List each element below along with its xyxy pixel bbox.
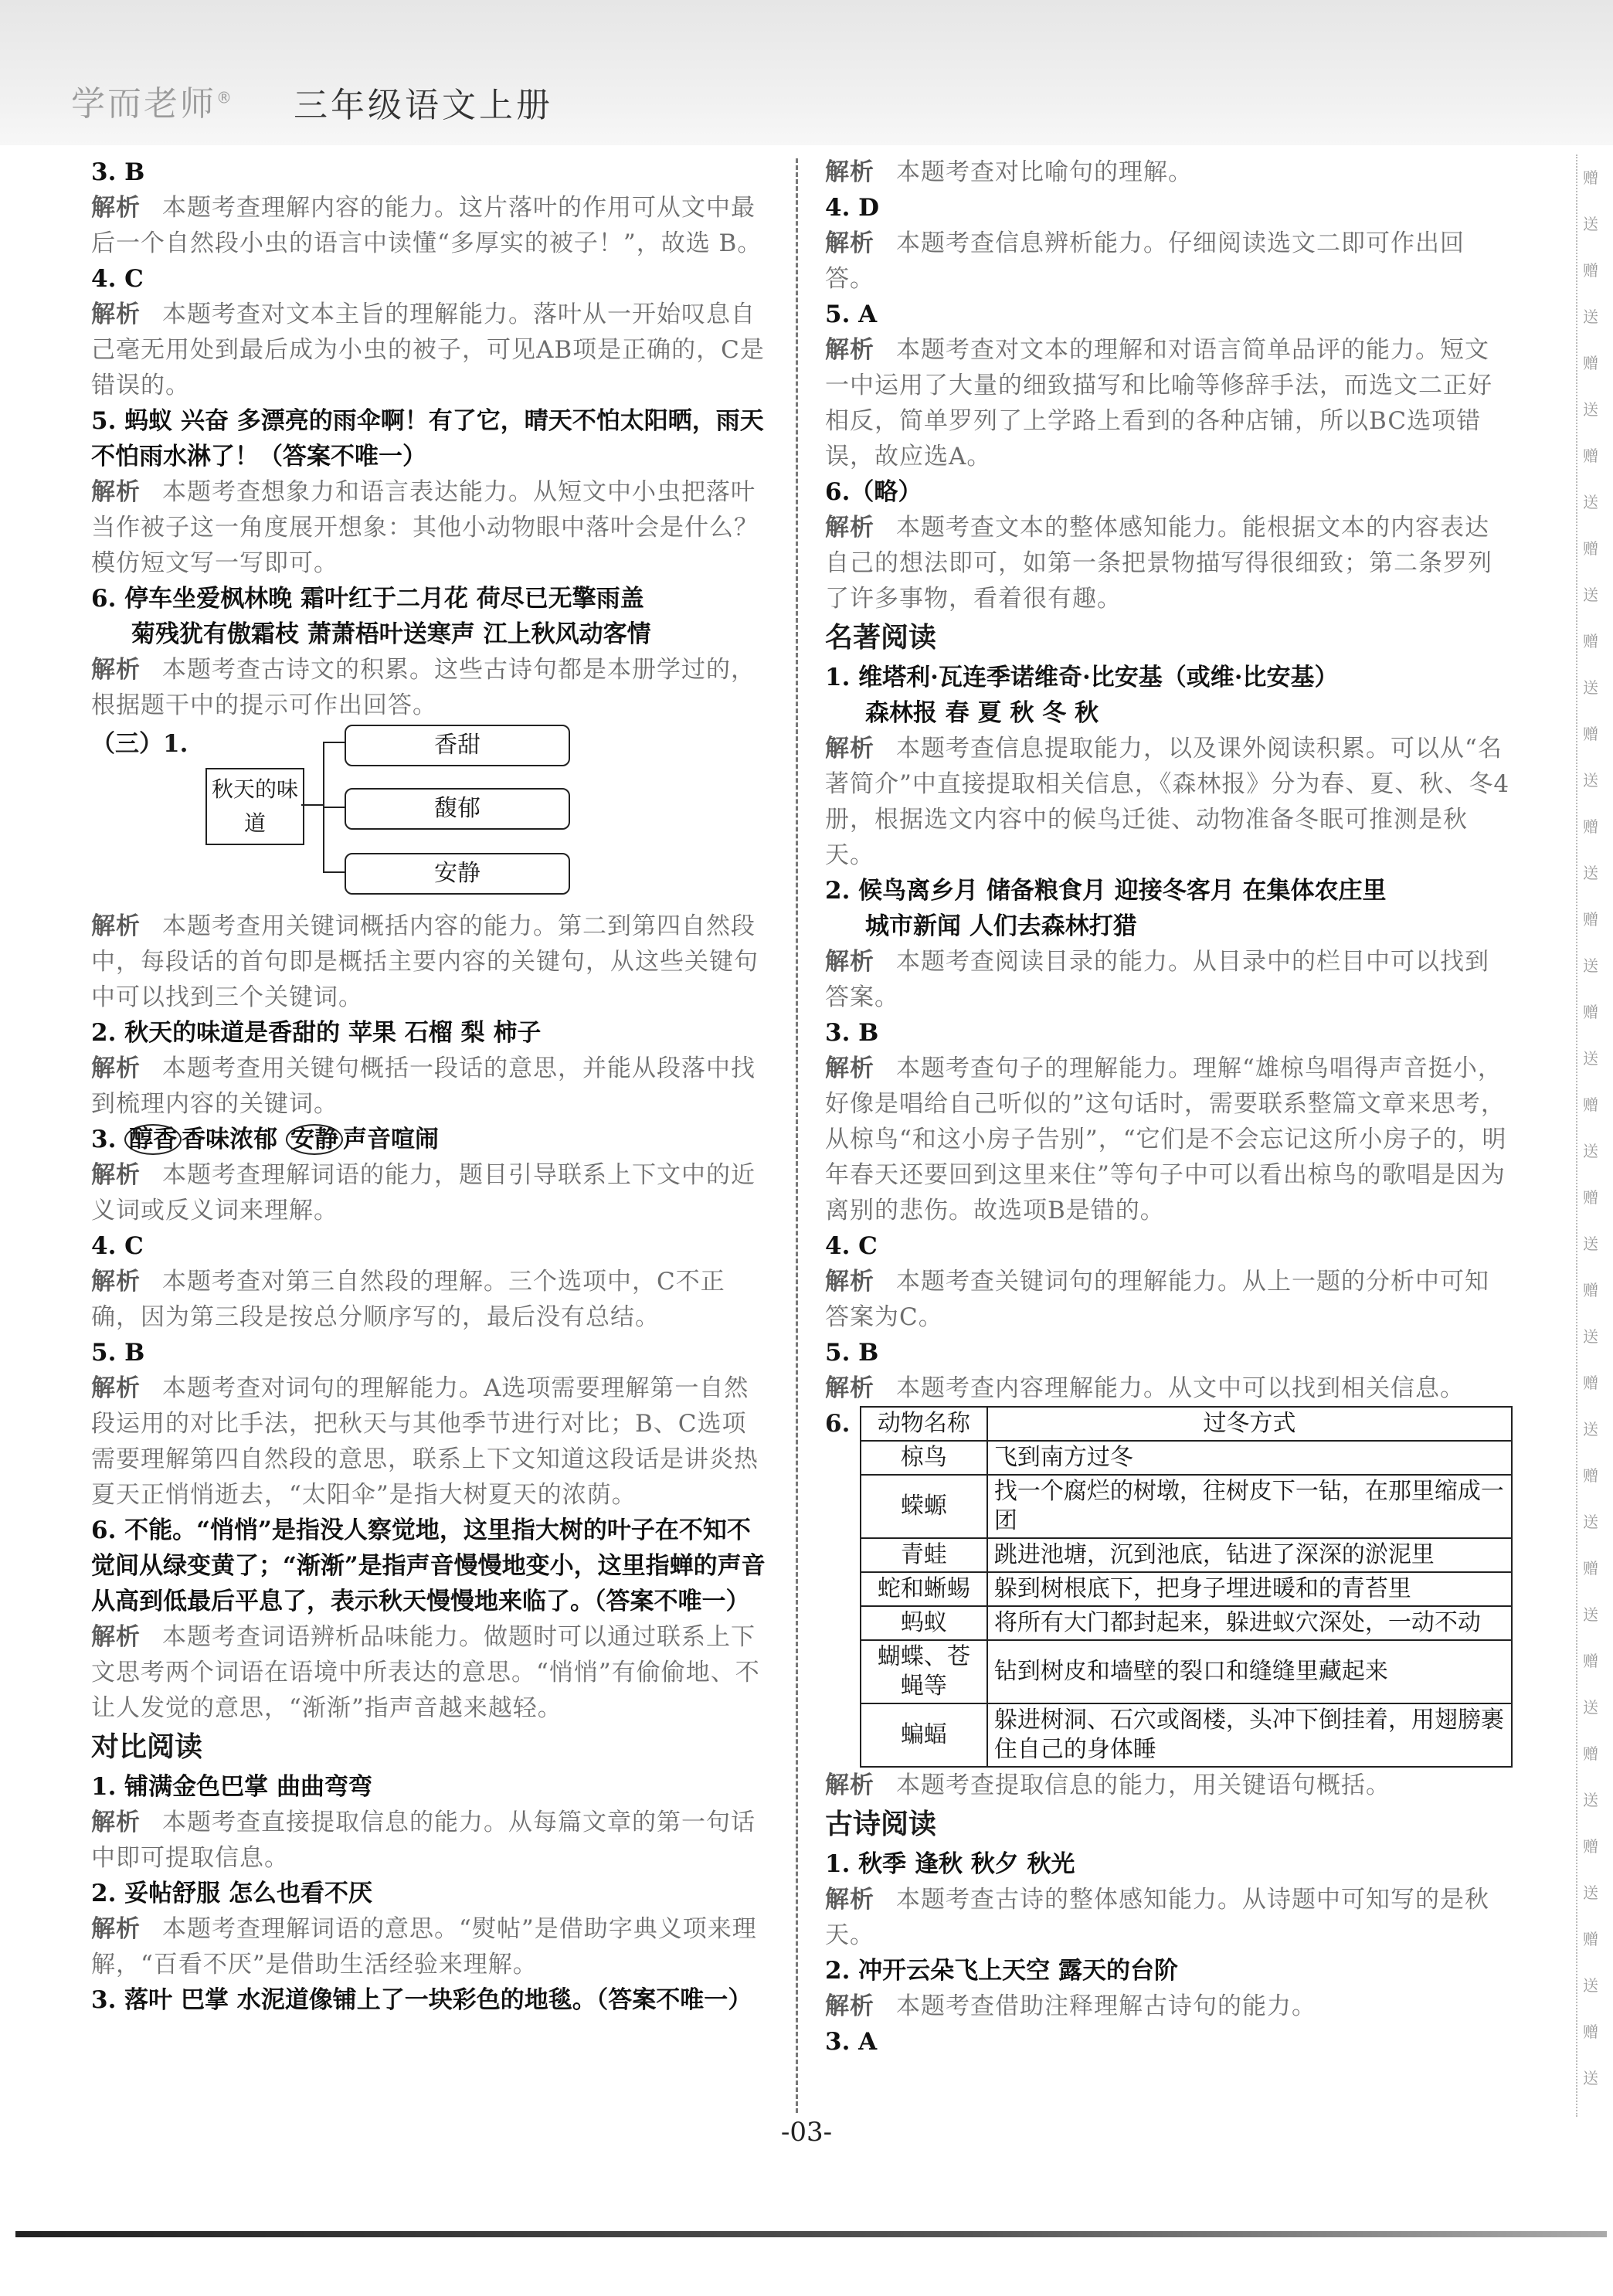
answer-line: 5. A: [825, 301, 878, 328]
answer-line: 4. C: [825, 1232, 878, 1260]
answer-line: 6.（略）: [825, 478, 922, 506]
side-strip-char: 送: [1583, 586, 1598, 604]
side-strip-char: 送: [1583, 1513, 1598, 1531]
answer-line: 2. 秋天的味道是香甜的 苹果 石榴 梨 柿子: [91, 1019, 542, 1047]
table-cell: 钻到树皮和墙壁的裂口和缝缝里藏起来: [987, 1640, 1512, 1703]
explanation: 解析 本题考查信息辨析能力。仔细阅读选文二即可作出回答。: [825, 229, 1465, 293]
explanation: 解析 本题考查对比喻句的理解。: [825, 158, 1193, 186]
explanation: 解析 本题考查古诗的整体感知能力。从诗题中可知写的是秋天。: [825, 1886, 1489, 1949]
mind-map-connector: [323, 742, 345, 743]
answer-line: 3. B: [91, 158, 145, 186]
explanation: 解析 本题考查信息提取能力，以及课外阅读积累。可以从“名著简介”中直接提取相关信息，《森林报》分为春、夏、秋、冬4册，根据选文内容中的候鸟迁徙、动物准备冬眠可推测是秋天。: [825, 735, 1510, 869]
mind-map-node: 香甜: [345, 725, 570, 766]
table-row: [861, 1703, 1512, 1767]
section-title: 名著阅读: [825, 622, 937, 654]
table-header: 动物名称: [861, 1407, 987, 1441]
answer-line: 1. 秋季 逢秋 秋夕 秋光: [825, 1850, 1075, 1878]
mind-map-node: 馥郁: [345, 788, 570, 830]
explanation: 解析 本题考查想象力和语言表达能力。从短文中小虫把落叶当作被子这一角度展开想象：其他小动物眼中落叶会是什么？模仿短文写一写即可。: [91, 478, 759, 577]
table-cell: 蚂蚁: [861, 1606, 987, 1640]
side-strip-char: 赠: [1583, 1837, 1598, 1856]
explanation: 解析 本题考查对第三自然段的理解。三个选项中，C不正确，因为第三段是按总分顺序写的，最后没有总结。: [91, 1268, 725, 1331]
section-title: 对比阅读: [91, 1731, 203, 1763]
book-title: 三年级语文上册: [294, 86, 553, 125]
side-strip-char: 赠: [1583, 1930, 1598, 1948]
answer-line: 5. B: [825, 1339, 879, 1367]
explanation: 解析 本题考查阅读目录的能力。从目录中的栏目中可以找到答案。: [825, 948, 1489, 1011]
side-strip-char: 送: [1583, 1049, 1598, 1068]
answer-line: 菊残犹有傲霜枝 萧萧梧叶送寒声 江上秋风动客情: [131, 620, 651, 648]
explanation: 解析 本题考查用关键词概括内容的能力。第二到第四自然段中，每段话的首句即是概括主要内容的关键句，从这些关键句中可以找到三个关键词。: [91, 912, 759, 1011]
side-strip-char: 送: [1583, 864, 1598, 882]
side-strip-char: 送: [1583, 1605, 1598, 1624]
table-cell: 找一个腐烂的树墩，往树皮下一钻，在那里缩成一团: [987, 1475, 1512, 1538]
side-strip-char: 送: [1583, 1698, 1598, 1717]
answer-line: 2. 冲开云朵飞上天空 露天的台阶: [825, 1957, 1178, 1985]
explanation: 解析 本题考查理解词语的能力，题目引导联系上下文中的近义词或反义词来理解。: [91, 1161, 756, 1224]
mind-map-connector: [323, 871, 345, 873]
side-strip-char: 赠: [1583, 1559, 1598, 1578]
explanation: 解析 本题考查理解词语的意思。“熨帖”是借助字典义项来理解，“百看不厌”是借助生活经验来理解。: [91, 1915, 757, 1978]
table-cell: 飞到南方过冬: [987, 1441, 1512, 1475]
explanation: 解析 本题考查借助注释理解古诗句的能力。: [825, 1992, 1316, 2020]
explanation: 解析 本题考查文本的整体感知能力。能根据文本的内容表达自己的想法即可，如第一条把景物描写得很细致；第二条罗列了许多事物，看着很有趣。: [825, 514, 1492, 613]
explanation: 解析 本题考查提取信息的能力，用关键语句概括。: [825, 1771, 1391, 1799]
answer-line: 2. 妥帖舒服 怎么也看不厌: [91, 1880, 372, 1907]
side-strip-char: 赠: [1583, 1003, 1598, 1021]
footer-bar: [15, 2231, 1607, 2237]
mind-map-connector: [301, 804, 323, 806]
side-strip-char: 赠: [1583, 168, 1598, 187]
answer-line: 4. C: [91, 265, 144, 293]
answer-line: 城市新闻 人们去森林打猎: [865, 912, 1137, 940]
explanation: 解析 本题考查内容理解能力。从文中可以找到相关信息。: [825, 1374, 1465, 1402]
side-strip-char: 送: [1583, 1327, 1598, 1346]
answer-line: 6. 停车坐爱枫林晚 霜叶红于二月花 荷尽已无擎雨盖: [91, 585, 644, 613]
circled-word: 安静: [286, 1124, 343, 1155]
explanation: 解析 本题考查词语辨析品味能力。做题时可以通过联系上下文思考两个词语在语境中所表达的意思。“悄悄”有偷偷地、不让人发觉的意思，“渐渐”指声音越来越轻。: [91, 1623, 760, 1722]
side-strip-char: 赠: [1583, 1744, 1598, 1763]
table-row: [861, 1606, 1512, 1640]
mind-map-label: （三）1.: [91, 730, 188, 758]
answer-line: 森林报 春 夏 秋 冬 秋: [865, 699, 1099, 727]
table-cell: 椋鸟: [861, 1441, 987, 1475]
left-column: [91, 155, 771, 2018]
side-strip-char: 赠: [1583, 1374, 1598, 1392]
side-strip-char: 送: [1583, 493, 1598, 511]
side-strip-char: 送: [1583, 1420, 1598, 1438]
answer-line: 1. 维塔利·瓦连季诺维奇·比安基（或维·比安基）: [825, 664, 1339, 691]
table-cell: 躲到树根底下，把身子埋进暖和的青苔里: [987, 1572, 1512, 1606]
side-strip-char: 送: [1583, 678, 1598, 697]
table-cell: 蝴蝶、苍蝇等: [861, 1640, 987, 1703]
side-strip-char: 送: [1583, 956, 1598, 975]
answer-line: 3. A: [825, 2028, 878, 2056]
mind-map-connector: [323, 807, 345, 808]
explanation: 解析 本题考查理解内容的能力。这片落叶的作用可从文中最后一个自然段小虫的语言中读懂“多厚实的被子！”，故选 B。: [91, 194, 762, 257]
side-strip-char: 赠: [1583, 1188, 1598, 1207]
answer-line: 4. C: [91, 1232, 144, 1260]
page-header: [0, 0, 1613, 145]
side-strip-char: 赠: [1583, 817, 1598, 836]
side-strip-char: 送: [1583, 2069, 1598, 2087]
section-title: 古诗阅读: [825, 1809, 937, 1840]
side-strip-char: 赠: [1583, 725, 1598, 743]
answer-line: 2. 候鸟离乡月 储备粮食月 迎接冬客月 在集体农庄里: [825, 877, 1387, 905]
side-strip-char: 送: [1583, 400, 1598, 419]
side-strip-char: 赠: [1583, 2023, 1598, 2041]
table-row: [861, 1640, 1512, 1703]
explanation: 解析 本题考查句子的理解能力。理解“雄椋鸟唱得声音挺小，好像是唱给自己听似的”这句话时，需要联系整篇文章来思考，从椋鸟“和这小房子告别”，“它们是不会忘记这所小房子的，明年春天还要回到这里来住”等句子中可以看出椋鸟的歌唱是因为离别的悲伤。故选项B是错的。: [825, 1055, 1507, 1224]
table-cell: 蝾螈: [861, 1475, 987, 1538]
explanation: 解析 本题考查用关键句概括一段话的意思，并能从段落中找到梳理内容的关键词。: [91, 1055, 756, 1118]
answer-number: 6.: [825, 1410, 851, 1438]
side-strip-char: 送: [1583, 1883, 1598, 1902]
table-cell: 躲进树洞、石穴或阁楼，头冲下倒挂着，用翅膀裹住自己的身体睡: [987, 1703, 1512, 1767]
side-strip-char: 赠: [1583, 1281, 1598, 1299]
side-strip-char: 送: [1583, 1791, 1598, 1809]
table-row: [861, 1441, 1512, 1475]
page-number: -03-: [780, 2117, 833, 2148]
answer-line: 3. 醇香 香味浓郁 安静 声音喧闹: [91, 1126, 439, 1153]
table-cell: 蛇和蜥蜴: [861, 1572, 987, 1606]
table-cell: 将所有大门都封起来，躲进蚁穴深处，一动不动: [987, 1606, 1512, 1640]
right-column: [825, 155, 1513, 2060]
side-strip-char: 送: [1583, 771, 1598, 790]
answer-line: 5. B: [91, 1339, 145, 1367]
explanation: 解析 本题考查对文本主旨的理解能力。落叶从一开始叹息自己毫无用处到最后成为小虫的被子，可见AB项是正确的，C是错误的。: [91, 301, 765, 399]
side-strip-char: 赠: [1583, 1095, 1598, 1114]
winter-table: [860, 1406, 1513, 1768]
circled-word: 醇香: [124, 1124, 182, 1155]
side-strip-char: 送: [1583, 1142, 1598, 1160]
side-strip-char: 送: [1583, 1235, 1598, 1253]
side-strip-char: 赠: [1583, 354, 1598, 372]
answer-line: 6. 不能。“悄悄”是指没人察觉地，这里指大树的叶子在不知不觉间从绿变黄了；“渐渐”是指声音慢慢地变小，这里指蝉的声音从高到低最后平息了，表示秋天慢慢地来临了。（答案不唯一）: [91, 1517, 766, 1615]
answer-line: 5. 蚂蚁 兴奋 多漂亮的雨伞啊！有了它，晴天不怕太阳晒，雨天不怕雨水淋了！（答案不唯一）: [91, 407, 764, 470]
side-strip-char: 赠: [1583, 261, 1598, 280]
side-strip-char: 赠: [1583, 632, 1598, 650]
side-strip-char: 送: [1583, 215, 1598, 233]
side-strip-char: 送: [1583, 307, 1598, 326]
explanation: 解析 本题考查直接提取信息的能力。从每篇文章的第一句话中即可提取信息。: [91, 1809, 756, 1872]
table-cell: 蝙蝠: [861, 1703, 987, 1767]
answer-table-block: [825, 1406, 1513, 1768]
column-divider: [796, 158, 798, 2113]
side-strip: [1576, 155, 1604, 2117]
side-strip-char: 赠: [1583, 539, 1598, 558]
side-strip-char: 赠: [1583, 447, 1598, 465]
explanation: 解析 本题考查对文本的理解和对语言简单品评的能力。短文一中运用了大量的细致描写和比喻等修辞手法，而选文二正好相反，简单罗列了上学路上看到的各种店铺，所以BC选项错误，故应选A。: [825, 336, 1492, 470]
side-strip-char: 赠: [1583, 1652, 1598, 1670]
explanation: 解析 本题考查古诗文的积累。这些古诗句都是本册学过的，根据题干中的提示可作出回答。: [91, 656, 756, 719]
mind-map-node: 安静: [345, 853, 570, 895]
table-row: [861, 1538, 1512, 1572]
side-strip-char: 送: [1583, 1976, 1598, 1995]
mind-map-root: 秋天的味道: [205, 768, 304, 845]
answer-line: 1. 铺满金色巴掌 曲曲弯弯: [91, 1773, 372, 1801]
answer-line: 3. B: [825, 1019, 879, 1047]
answer-line: 4. D: [825, 194, 880, 222]
table-row: [861, 1475, 1512, 1538]
table-row: [861, 1572, 1512, 1606]
table-header: 过冬方式: [987, 1407, 1512, 1441]
table-cell: 跳进池塘，沉到池底，钻进了深深的淤泥里: [987, 1538, 1512, 1572]
answer-line: 3. 落叶 巴掌 水泥道像铺上了一块彩色的地毯。（答案不唯一）: [91, 1986, 752, 2014]
side-strip-char: 赠: [1583, 910, 1598, 929]
table-cell: 青蛙: [861, 1538, 987, 1572]
explanation: 解析 本题考查关键词句的理解能力。从上一题的分析中可知答案为C。: [825, 1268, 1489, 1331]
brand-logo: 学而老师®: [71, 84, 234, 124]
explanation: 解析 本题考查对词句的理解能力。A选项需要理解第一自然段运用的对比手法，把秋天与其他季节进行对比；B、C选项需要理解第四自然段的意思，联系上下文知道这段话是讲炎热夏天正悄悄逝去，“太阳伞”是指大树夏天的浓荫。: [91, 1374, 759, 1509]
mind-map: [91, 725, 771, 909]
table-header-row: [861, 1407, 1512, 1441]
side-strip-char: 赠: [1583, 1466, 1598, 1485]
